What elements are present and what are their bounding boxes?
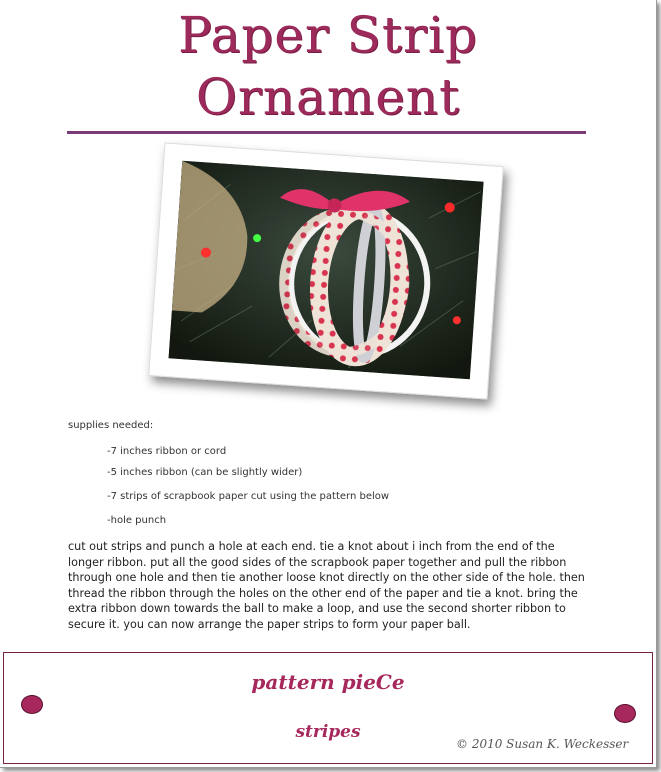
instructions-paragraph: cut out strips and punch a hole at each end. tie a knot about i inch from the end of the longer ribbon. put all the good sides of the scrapbook paper together and pull the ribbon through one hole and then tie another loose knot directly on the other side of the hole. then thread the ribbon through the holes on the other end of the paper and tie a knot. bring the extra ribbon down towards the ball to make a loop, and use the second shorter ribbon to secure it. you can now arrange the paper strips to form your paper ball. bbox=[68, 540, 585, 631]
copyright-signature: © 2010 Susan K. Weckesser bbox=[456, 737, 629, 751]
ornament-photo-frame bbox=[148, 142, 503, 399]
supply-item: -7 inches ribbon or cord bbox=[107, 446, 227, 457]
supplies-heading: supplies needed: bbox=[68, 420, 154, 431]
title-line-2: Ornament bbox=[195, 68, 461, 126]
punch-hole-right bbox=[614, 704, 636, 723]
title-line-1: Paper Strip bbox=[178, 6, 478, 64]
supply-item: -hole punch bbox=[107, 515, 167, 526]
supply-item: -7 strips of scrapbook paper cut using the pattern below bbox=[107, 491, 390, 502]
supply-item: -5 inches ribbon (can be slightly wider) bbox=[107, 467, 303, 478]
ornament-photo bbox=[169, 161, 484, 380]
punch-hole-left bbox=[21, 695, 43, 714]
stripes-label: stripes bbox=[295, 722, 361, 742]
pattern-title: pattern pieCe bbox=[251, 670, 405, 694]
title-divider bbox=[67, 131, 586, 134]
